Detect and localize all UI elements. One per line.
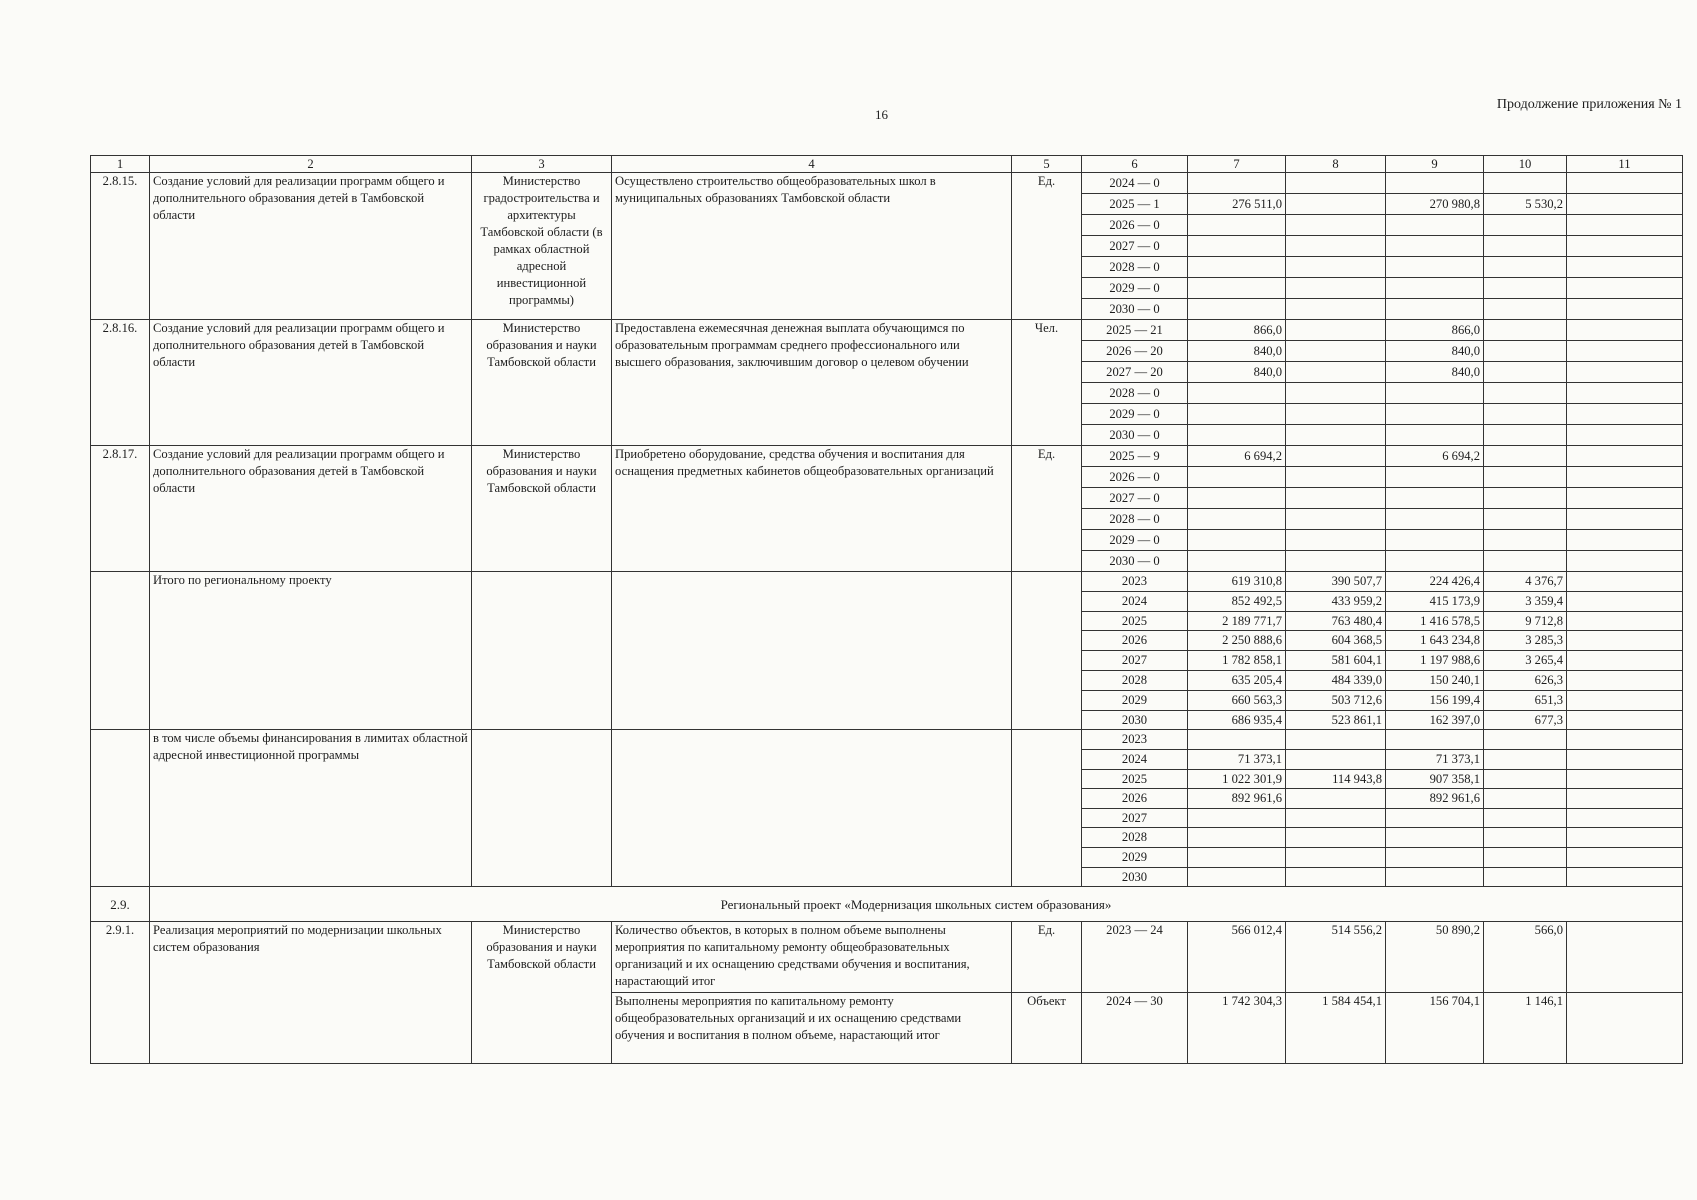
section-row bbox=[91, 887, 1683, 922]
amount-local bbox=[1484, 828, 1567, 848]
amount-total bbox=[1188, 488, 1286, 509]
unit: Чел. bbox=[1012, 320, 1082, 446]
amount-local: 9 712,8 bbox=[1484, 611, 1567, 631]
executor bbox=[472, 730, 612, 887]
amount-total: 1 742 304,3 bbox=[1188, 993, 1286, 1064]
table-row bbox=[91, 173, 1683, 194]
amount-other bbox=[1567, 867, 1683, 887]
amount-federal bbox=[1286, 789, 1386, 809]
amount-total bbox=[1188, 530, 1286, 551]
executor: Министерство градостроительства и архитектуры Тамбовской области (в рамках областной адресной инвестиционной программы) bbox=[472, 173, 612, 320]
amount-other bbox=[1567, 572, 1683, 592]
measure-name: Создание условий для реализации программ общего и дополнительного образования детей в Тамбовской области bbox=[150, 446, 472, 572]
amount-local: 5 530,2 bbox=[1484, 194, 1567, 215]
amount-local bbox=[1484, 749, 1567, 769]
unit: Ед. bbox=[1012, 446, 1082, 572]
amount-regional: 50 890,2 bbox=[1386, 922, 1484, 993]
amount-total bbox=[1188, 278, 1286, 299]
year-value: 2025 — 21 bbox=[1082, 320, 1188, 341]
header-col-2: 2 bbox=[150, 156, 472, 173]
year-value: 2029 bbox=[1082, 847, 1188, 867]
year-value: 2025 bbox=[1082, 769, 1188, 789]
amount-other bbox=[1567, 808, 1683, 828]
year-value: 2025 — 1 bbox=[1082, 194, 1188, 215]
amount-other bbox=[1567, 631, 1683, 651]
amount-other bbox=[1567, 194, 1683, 215]
year-value: 2030 bbox=[1082, 867, 1188, 887]
amount-regional: 6 694,2 bbox=[1386, 446, 1484, 467]
amount-federal: 514 556,2 bbox=[1286, 922, 1386, 993]
header-col-7: 7 bbox=[1188, 156, 1286, 173]
amount-local: 651,3 bbox=[1484, 690, 1567, 710]
amount-total: 619 310,8 bbox=[1188, 572, 1286, 592]
header-row bbox=[91, 156, 1683, 173]
amount-local: 1 146,1 bbox=[1484, 993, 1567, 1064]
executor: Министерство образования и науки Тамбовской области bbox=[472, 320, 612, 446]
amount-regional: 270 980,8 bbox=[1386, 194, 1484, 215]
amount-local bbox=[1484, 789, 1567, 809]
year-value: 2028 bbox=[1082, 828, 1188, 848]
amount-regional bbox=[1386, 257, 1484, 278]
measure-name: Реализация мероприятий по модернизации школьных систем образования bbox=[150, 922, 472, 1064]
amount-total: 1 782 858,1 bbox=[1188, 651, 1286, 671]
amount-federal bbox=[1286, 749, 1386, 769]
amount-total bbox=[1188, 808, 1286, 828]
header-col-9: 9 bbox=[1386, 156, 1484, 173]
amount-federal: 1 584 454,1 bbox=[1286, 993, 1386, 1064]
amount-local bbox=[1484, 236, 1567, 257]
amount-other bbox=[1567, 847, 1683, 867]
unit: Ед. bbox=[1012, 922, 1082, 993]
amount-local: 677,3 bbox=[1484, 710, 1567, 730]
year-value: 2030 — 0 bbox=[1082, 299, 1188, 320]
section-number: 2.9. bbox=[91, 887, 150, 922]
amount-regional bbox=[1386, 467, 1484, 488]
header-col-1: 1 bbox=[91, 156, 150, 173]
amount-other bbox=[1567, 236, 1683, 257]
amount-other bbox=[1567, 173, 1683, 194]
amount-other bbox=[1567, 922, 1683, 993]
row-number: 2.9.1. bbox=[91, 922, 150, 1064]
amount-regional bbox=[1386, 278, 1484, 299]
amount-total bbox=[1188, 509, 1286, 530]
amount-local bbox=[1484, 278, 1567, 299]
amount-regional bbox=[1386, 425, 1484, 446]
table-row bbox=[91, 730, 1683, 750]
amount-regional bbox=[1386, 173, 1484, 194]
amount-federal: 763 480,4 bbox=[1286, 611, 1386, 631]
amount-federal bbox=[1286, 530, 1386, 551]
amount-regional bbox=[1386, 509, 1484, 530]
amount-federal bbox=[1286, 278, 1386, 299]
amount-regional: 892 961,6 bbox=[1386, 789, 1484, 809]
amount-local bbox=[1484, 530, 1567, 551]
amount-federal bbox=[1286, 173, 1386, 194]
year-value: 2023 bbox=[1082, 572, 1188, 592]
amount-local bbox=[1484, 730, 1567, 750]
amount-other bbox=[1567, 215, 1683, 236]
executor: Министерство образования и науки Тамбовской области bbox=[472, 446, 612, 572]
amount-federal bbox=[1286, 509, 1386, 530]
amount-total bbox=[1188, 257, 1286, 278]
amount-regional: 1 643 234,8 bbox=[1386, 631, 1484, 651]
header-col-5: 5 bbox=[1012, 156, 1082, 173]
row-number: 2.8.17. bbox=[91, 446, 150, 572]
amount-federal bbox=[1286, 362, 1386, 383]
amount-federal bbox=[1286, 808, 1386, 828]
amount-local bbox=[1484, 847, 1567, 867]
amount-regional: 840,0 bbox=[1386, 362, 1484, 383]
table-row bbox=[91, 922, 1683, 993]
amount-regional: 224 426,4 bbox=[1386, 572, 1484, 592]
year-value: 2023 — 24 bbox=[1082, 922, 1188, 993]
amount-total: 2 189 771,7 bbox=[1188, 611, 1286, 631]
amount-total bbox=[1188, 730, 1286, 750]
amount-other bbox=[1567, 362, 1683, 383]
year-value: 2029 bbox=[1082, 690, 1188, 710]
amount-federal: 523 861,1 bbox=[1286, 710, 1386, 730]
amount-other bbox=[1567, 467, 1683, 488]
amount-regional bbox=[1386, 383, 1484, 404]
year-value: 2023 bbox=[1082, 730, 1188, 750]
amount-other bbox=[1567, 446, 1683, 467]
measure-name: Создание условий для реализации программ общего и дополнительного образования детей в Тамбовской области bbox=[150, 320, 472, 446]
amount-other bbox=[1567, 828, 1683, 848]
measure-name: Создание условий для реализации программ общего и дополнительного образования детей в Тамбовской области bbox=[150, 173, 472, 320]
amount-other bbox=[1567, 551, 1683, 572]
amount-total: 6 694,2 bbox=[1188, 446, 1286, 467]
amount-total: 840,0 bbox=[1188, 362, 1286, 383]
amount-total bbox=[1188, 847, 1286, 867]
amount-regional: 1 197 988,6 bbox=[1386, 651, 1484, 671]
amount-total: 1 022 301,9 bbox=[1188, 769, 1286, 789]
year-value: 2027 — 20 bbox=[1082, 362, 1188, 383]
amount-federal bbox=[1286, 404, 1386, 425]
amount-federal bbox=[1286, 215, 1386, 236]
amount-local bbox=[1484, 173, 1567, 194]
amount-local bbox=[1484, 446, 1567, 467]
amount-other bbox=[1567, 749, 1683, 769]
total-label: Итого по региональному проекту bbox=[150, 572, 472, 730]
amount-total bbox=[1188, 467, 1286, 488]
result-description: Предоставлена ежемесячная денежная выплата обучающимся по образовательным программам среднего профессионального или высшего образования, заключившим договор о целевом обучении bbox=[612, 320, 1012, 446]
result-description: Осуществлено строительство общеобразовательных школ в муниципальных образованиях Тамбовской области bbox=[612, 173, 1012, 320]
year-value: 2028 — 0 bbox=[1082, 383, 1188, 404]
amount-other bbox=[1567, 383, 1683, 404]
amount-local bbox=[1484, 551, 1567, 572]
result-description: Количество объектов, в которых в полном объеме выполнены мероприятия по капитальному ремонту общеобразовательных организаций и их оснащению средствами обучения и воспитания, нарастающий итог bbox=[612, 922, 1012, 993]
amount-regional bbox=[1386, 488, 1484, 509]
amount-total bbox=[1188, 173, 1286, 194]
year-value: 2027 — 0 bbox=[1082, 236, 1188, 257]
amount-other bbox=[1567, 710, 1683, 730]
year-value: 2030 — 0 bbox=[1082, 425, 1188, 446]
amount-other bbox=[1567, 730, 1683, 750]
amount-federal bbox=[1286, 467, 1386, 488]
year-value: 2025 bbox=[1082, 611, 1188, 631]
year-value: 2026 — 0 bbox=[1082, 467, 1188, 488]
amount-regional bbox=[1386, 215, 1484, 236]
amount-other bbox=[1567, 320, 1683, 341]
amount-local bbox=[1484, 299, 1567, 320]
amount-total bbox=[1188, 867, 1286, 887]
amount-other bbox=[1567, 425, 1683, 446]
amount-local: 3 285,3 bbox=[1484, 631, 1567, 651]
amount-total bbox=[1188, 236, 1286, 257]
amount-total bbox=[1188, 215, 1286, 236]
amount-other bbox=[1567, 670, 1683, 690]
amount-federal bbox=[1286, 299, 1386, 320]
amount-total: 686 935,4 bbox=[1188, 710, 1286, 730]
amount-federal bbox=[1286, 425, 1386, 446]
amount-federal: 484 339,0 bbox=[1286, 670, 1386, 690]
result-description bbox=[612, 572, 1012, 730]
amount-local bbox=[1484, 320, 1567, 341]
amount-other bbox=[1567, 651, 1683, 671]
amount-local bbox=[1484, 257, 1567, 278]
amount-federal: 604 368,5 bbox=[1286, 631, 1386, 651]
amount-regional bbox=[1386, 847, 1484, 867]
amount-other bbox=[1567, 530, 1683, 551]
amount-local bbox=[1484, 769, 1567, 789]
amount-total bbox=[1188, 404, 1286, 425]
amount-regional: 162 397,0 bbox=[1386, 710, 1484, 730]
year-value: 2026 — 0 bbox=[1082, 215, 1188, 236]
amount-regional: 840,0 bbox=[1386, 341, 1484, 362]
amount-other bbox=[1567, 769, 1683, 789]
amount-federal bbox=[1286, 236, 1386, 257]
amount-local: 626,3 bbox=[1484, 670, 1567, 690]
amount-federal bbox=[1286, 488, 1386, 509]
year-value: 2024 bbox=[1082, 749, 1188, 769]
amount-regional: 866,0 bbox=[1386, 320, 1484, 341]
year-value: 2028 — 0 bbox=[1082, 509, 1188, 530]
unit bbox=[1012, 572, 1082, 730]
row-number bbox=[91, 730, 150, 887]
amount-local: 566,0 bbox=[1484, 922, 1567, 993]
program-table bbox=[90, 155, 1683, 1064]
executor bbox=[472, 572, 612, 730]
amount-regional: 156 704,1 bbox=[1386, 993, 1484, 1064]
amount-other bbox=[1567, 591, 1683, 611]
header-col-6: 6 bbox=[1082, 156, 1188, 173]
table-row bbox=[91, 572, 1683, 592]
amount-federal: 433 959,2 bbox=[1286, 591, 1386, 611]
amount-federal bbox=[1286, 828, 1386, 848]
amount-regional bbox=[1386, 867, 1484, 887]
amount-other bbox=[1567, 993, 1683, 1064]
amount-local bbox=[1484, 215, 1567, 236]
continuation-title: Продолжение приложения № 1 bbox=[1496, 97, 1682, 112]
amount-total bbox=[1188, 551, 1286, 572]
header-col-10: 10 bbox=[1484, 156, 1567, 173]
amount-regional bbox=[1386, 299, 1484, 320]
amount-federal: 581 604,1 bbox=[1286, 651, 1386, 671]
amount-total: 892 961,6 bbox=[1188, 789, 1286, 809]
amount-local: 3 359,4 bbox=[1484, 591, 1567, 611]
amount-local bbox=[1484, 808, 1567, 828]
header-col-3: 3 bbox=[472, 156, 612, 173]
amount-regional: 415 173,9 bbox=[1386, 591, 1484, 611]
year-value: 2029 — 0 bbox=[1082, 530, 1188, 551]
amount-regional: 71 373,1 bbox=[1386, 749, 1484, 769]
section-title: Региональный проект «Модернизация школьных систем образования» bbox=[150, 887, 1683, 922]
amount-federal bbox=[1286, 867, 1386, 887]
row-number: 2.8.16. bbox=[91, 320, 150, 446]
amount-total: 71 373,1 bbox=[1188, 749, 1286, 769]
year-value: 2026 bbox=[1082, 789, 1188, 809]
executor: Министерство образования и науки Тамбовской области bbox=[472, 922, 612, 1064]
amount-total bbox=[1188, 828, 1286, 848]
unit: Объект bbox=[1012, 993, 1082, 1064]
year-value: 2026 — 20 bbox=[1082, 341, 1188, 362]
year-value: 2024 bbox=[1082, 591, 1188, 611]
amount-other bbox=[1567, 341, 1683, 362]
amount-total: 660 563,3 bbox=[1188, 690, 1286, 710]
amount-federal: 503 712,6 bbox=[1286, 690, 1386, 710]
amount-other bbox=[1567, 299, 1683, 320]
amount-local bbox=[1484, 404, 1567, 425]
year-value: 2029 — 0 bbox=[1082, 404, 1188, 425]
year-value: 2028 bbox=[1082, 670, 1188, 690]
amount-federal: 114 943,8 bbox=[1286, 769, 1386, 789]
amount-local bbox=[1484, 467, 1567, 488]
amount-local: 4 376,7 bbox=[1484, 572, 1567, 592]
amount-total: 840,0 bbox=[1188, 341, 1286, 362]
result-description: Приобретено оборудование, средства обучения и воспитания для оснащения предметных кабинетов общеобразовательных организаций bbox=[612, 446, 1012, 572]
amount-total: 866,0 bbox=[1188, 320, 1286, 341]
amount-regional bbox=[1386, 808, 1484, 828]
header-col-8: 8 bbox=[1286, 156, 1386, 173]
including-label: в том числе объемы финансирования в лимитах областной адресной инвестиционной программы bbox=[150, 730, 472, 887]
amount-total: 635 205,4 bbox=[1188, 670, 1286, 690]
amount-local bbox=[1484, 341, 1567, 362]
year-value: 2027 — 0 bbox=[1082, 488, 1188, 509]
header-col-11: 11 bbox=[1567, 156, 1683, 173]
amount-local bbox=[1484, 509, 1567, 530]
amount-other bbox=[1567, 611, 1683, 631]
amount-federal bbox=[1286, 551, 1386, 572]
year-value: 2030 — 0 bbox=[1082, 551, 1188, 572]
amount-federal bbox=[1286, 320, 1386, 341]
row-number: 2.8.15. bbox=[91, 173, 150, 320]
page-number: 16 bbox=[875, 107, 888, 122]
amount-regional bbox=[1386, 236, 1484, 257]
amount-federal bbox=[1286, 341, 1386, 362]
row-number bbox=[91, 572, 150, 730]
amount-local bbox=[1484, 383, 1567, 404]
amount-federal bbox=[1286, 383, 1386, 404]
year-value: 2024 — 0 bbox=[1082, 173, 1188, 194]
amount-regional bbox=[1386, 530, 1484, 551]
amount-regional bbox=[1386, 730, 1484, 750]
year-value: 2030 bbox=[1082, 710, 1188, 730]
amount-other bbox=[1567, 278, 1683, 299]
year-value: 2027 bbox=[1082, 808, 1188, 828]
amount-other bbox=[1567, 257, 1683, 278]
amount-other bbox=[1567, 488, 1683, 509]
amount-total: 2 250 888,6 bbox=[1188, 631, 1286, 651]
amount-other bbox=[1567, 509, 1683, 530]
amount-total bbox=[1188, 383, 1286, 404]
amount-federal bbox=[1286, 446, 1386, 467]
year-value: 2025 — 9 bbox=[1082, 446, 1188, 467]
amount-federal bbox=[1286, 730, 1386, 750]
table-row bbox=[91, 446, 1683, 467]
amount-federal bbox=[1286, 847, 1386, 867]
amount-local bbox=[1484, 425, 1567, 446]
amount-regional bbox=[1386, 404, 1484, 425]
year-value: 2026 bbox=[1082, 631, 1188, 651]
amount-federal: 390 507,7 bbox=[1286, 572, 1386, 592]
amount-regional: 907 358,1 bbox=[1386, 769, 1484, 789]
amount-regional bbox=[1386, 828, 1484, 848]
amount-total bbox=[1188, 299, 1286, 320]
unit bbox=[1012, 730, 1082, 887]
year-value: 2027 bbox=[1082, 651, 1188, 671]
amount-other bbox=[1567, 789, 1683, 809]
amount-other bbox=[1567, 690, 1683, 710]
header-col-4: 4 bbox=[612, 156, 1012, 173]
amount-local bbox=[1484, 867, 1567, 887]
year-value: 2029 — 0 bbox=[1082, 278, 1188, 299]
result-description bbox=[612, 730, 1012, 887]
amount-other bbox=[1567, 404, 1683, 425]
document-table-wrapper bbox=[90, 155, 1682, 1064]
amount-local: 3 265,4 bbox=[1484, 651, 1567, 671]
amount-total: 276 511,0 bbox=[1188, 194, 1286, 215]
amount-local bbox=[1484, 362, 1567, 383]
amount-regional: 150 240,1 bbox=[1386, 670, 1484, 690]
year-value: 2024 — 30 bbox=[1082, 993, 1188, 1064]
amount-regional: 156 199,4 bbox=[1386, 690, 1484, 710]
amount-total bbox=[1188, 425, 1286, 446]
amount-federal bbox=[1286, 257, 1386, 278]
table-row bbox=[91, 320, 1683, 341]
result-description: Выполнены мероприятия по капитальному ремонту общеобразовательных организаций и их оснащению средствами обучения и воспитания в полном объеме, нарастающий итог bbox=[612, 993, 1012, 1064]
amount-total: 566 012,4 bbox=[1188, 922, 1286, 993]
unit: Ед. bbox=[1012, 173, 1082, 320]
amount-local bbox=[1484, 488, 1567, 509]
amount-regional bbox=[1386, 551, 1484, 572]
amount-regional: 1 416 578,5 bbox=[1386, 611, 1484, 631]
year-value: 2028 — 0 bbox=[1082, 257, 1188, 278]
amount-federal bbox=[1286, 194, 1386, 215]
amount-total: 852 492,5 bbox=[1188, 591, 1286, 611]
